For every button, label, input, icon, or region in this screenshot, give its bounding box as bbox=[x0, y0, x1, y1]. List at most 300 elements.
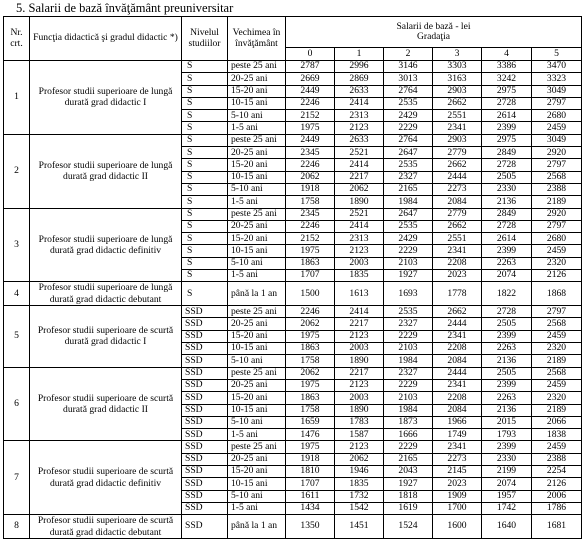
salary-gradation-2: 2165 bbox=[384, 183, 433, 195]
salary-gradation-0: 1975 bbox=[286, 245, 335, 257]
salary-gradation-0: 1975 bbox=[286, 122, 335, 134]
salary-gradation-0: 1863 bbox=[286, 392, 335, 404]
salary-gradation-0: 2062 bbox=[286, 171, 335, 183]
salary-gradation-4: 2399 bbox=[482, 330, 532, 342]
salary-gradation-5: 2797 bbox=[532, 159, 582, 171]
salary-gradation-2: 2764 bbox=[384, 134, 433, 146]
salary-gradation-2: 2429 bbox=[384, 233, 433, 245]
salary-gradation-5: 2459 bbox=[532, 330, 582, 342]
header-salary-title: Salarii de bază - lei bbox=[396, 20, 471, 32]
salary-gradation-5: 1868 bbox=[532, 282, 582, 306]
study-level: S bbox=[182, 208, 228, 220]
salary-gradation-5: 2920 bbox=[532, 147, 582, 159]
salary-gradation-0: 2345 bbox=[286, 147, 335, 159]
salary-gradation-5: 2797 bbox=[532, 306, 582, 318]
salary-gradation-5: 2459 bbox=[532, 441, 582, 453]
salary-gradation-0: 1476 bbox=[286, 429, 335, 441]
salary-gradation-3: 2084 bbox=[433, 196, 482, 208]
table-row bbox=[4, 208, 582, 220]
salary-gradation-4: 1793 bbox=[482, 429, 532, 441]
salary-gradation-4: 2614 bbox=[482, 110, 532, 122]
salary-gradation-3: 2779 bbox=[433, 147, 482, 159]
salary-gradation-1: 1587 bbox=[335, 429, 384, 441]
salary-gradation-4: 1742 bbox=[482, 502, 532, 514]
salary-gradation-5: 2388 bbox=[532, 183, 582, 195]
row-number: 7 bbox=[4, 441, 30, 515]
salary-gradation-2: 2429 bbox=[384, 110, 433, 122]
salary-gradation-0: 1918 bbox=[286, 453, 335, 465]
salary-gradation-1: 1835 bbox=[335, 478, 384, 490]
salary-gradation-4: 2728 bbox=[482, 159, 532, 171]
study-level: S bbox=[182, 73, 228, 85]
study-level: S bbox=[182, 147, 228, 159]
salary-gradation-1: 1451 bbox=[335, 515, 384, 539]
seniority: 20-25 ani bbox=[228, 379, 286, 391]
salary-gradation-4: 2136 bbox=[482, 355, 532, 367]
salary-gradation-2: 2647 bbox=[384, 208, 433, 220]
salary-gradation-1: 2062 bbox=[335, 453, 384, 465]
teacher-function: Profesor studii superioare de scurtă durată grad didactic I bbox=[30, 306, 182, 367]
salary-gradation-4: 2330 bbox=[482, 453, 532, 465]
salary-gradation-0: 2449 bbox=[286, 134, 335, 146]
salary-gradation-5: 2797 bbox=[532, 97, 582, 109]
seniority: 15-20 ani bbox=[228, 159, 286, 171]
salary-gradation-3: 2551 bbox=[433, 110, 482, 122]
seniority: 15-20 ani bbox=[228, 233, 286, 245]
study-level: S bbox=[182, 257, 228, 269]
study-level: SSD bbox=[182, 306, 228, 318]
salary-gradation-0: 2246 bbox=[286, 306, 335, 318]
salary-gradation-5: 2797 bbox=[532, 220, 582, 232]
salary-gradation-1: 2414 bbox=[335, 97, 384, 109]
salary-gradation-4: 2136 bbox=[482, 404, 532, 416]
salary-gradation-4: 2505 bbox=[482, 318, 532, 330]
salary-gradation-5: 2126 bbox=[532, 478, 582, 490]
salary-gradation-0: 1975 bbox=[286, 379, 335, 391]
salary-gradation-2: 1984 bbox=[384, 404, 433, 416]
salary-gradation-5: 1681 bbox=[532, 515, 582, 539]
study-level: SSD bbox=[182, 466, 228, 478]
salary-gradation-3: 2341 bbox=[433, 330, 482, 342]
header-function: Funcţia didactică şi gradul didactic *) bbox=[30, 17, 182, 61]
teacher-function: Profesor studii superioare de scurtă durată grad didactic II bbox=[30, 367, 182, 441]
teacher-function: Profesor studii superioare de lungă durată grad didactic debutant bbox=[30, 282, 182, 306]
salary-gradation-1: 1835 bbox=[335, 270, 384, 282]
salary-gradation-2: 2535 bbox=[384, 306, 433, 318]
table-header bbox=[4, 17, 582, 61]
row-number: 2 bbox=[4, 134, 30, 208]
study-level: S bbox=[182, 122, 228, 134]
salary-gradation-5: 2568 bbox=[532, 367, 582, 379]
salary-gradation-2: 2327 bbox=[384, 171, 433, 183]
seniority: 5-10 ani bbox=[228, 183, 286, 195]
seniority: 10-15 ani bbox=[228, 171, 286, 183]
table-row bbox=[4, 61, 582, 73]
salary-gradation-3: 2208 bbox=[433, 392, 482, 404]
salary-gradation-1: 2313 bbox=[335, 233, 384, 245]
salary-gradation-5: 2126 bbox=[532, 270, 582, 282]
salary-gradation-0: 1707 bbox=[286, 478, 335, 490]
table-row bbox=[4, 306, 582, 318]
row-number: 4 bbox=[4, 282, 30, 306]
salary-gradation-1: 2217 bbox=[335, 171, 384, 183]
teacher-function: Profesor studii superioare de scurtă durată grad didactic debutant bbox=[30, 515, 182, 539]
salary-gradation-3: 2341 bbox=[433, 122, 482, 134]
salary-gradation-4: 2728 bbox=[482, 97, 532, 109]
study-level: SSD bbox=[182, 318, 228, 330]
salary-gradation-4: 1957 bbox=[482, 490, 532, 502]
seniority: 5-10 ani bbox=[228, 490, 286, 502]
seniority: până la 1 an bbox=[228, 515, 286, 539]
salary-gradation-1: 2003 bbox=[335, 343, 384, 355]
salary-gradation-3: 2903 bbox=[433, 134, 482, 146]
salary-gradation-0: 1659 bbox=[286, 416, 335, 428]
salary-gradation-2: 2327 bbox=[384, 318, 433, 330]
salary-gradation-2: 1984 bbox=[384, 355, 433, 367]
seniority: 10-15 ani bbox=[228, 97, 286, 109]
salary-gradation-4: 1822 bbox=[482, 282, 532, 306]
salary-gradation-5: 3049 bbox=[532, 85, 582, 97]
salary-gradation-0: 2449 bbox=[286, 85, 335, 97]
header-seniority: Vechimea în învăţământ bbox=[228, 17, 286, 61]
seniority: 10-15 ani bbox=[228, 404, 286, 416]
salary-gradation-2: 1927 bbox=[384, 270, 433, 282]
salary-gradation-0: 2062 bbox=[286, 318, 335, 330]
seniority: până la 1 an bbox=[228, 282, 286, 306]
study-level: S bbox=[182, 159, 228, 171]
seniority: 5-10 ani bbox=[228, 416, 286, 428]
salary-gradation-5: 2320 bbox=[532, 392, 582, 404]
salary-gradation-2: 2764 bbox=[384, 85, 433, 97]
study-level: SSD bbox=[182, 478, 228, 490]
study-level: SSD bbox=[182, 490, 228, 502]
salary-gradation-0: 2152 bbox=[286, 110, 335, 122]
salary-gradation-2: 2535 bbox=[384, 220, 433, 232]
table-body bbox=[4, 61, 582, 539]
salary-gradation-5: 2459 bbox=[532, 122, 582, 134]
seniority: 10-15 ani bbox=[228, 245, 286, 257]
salary-gradation-5: 3323 bbox=[532, 73, 582, 85]
seniority: peste 25 ani bbox=[228, 208, 286, 220]
salary-gradation-4: 2399 bbox=[482, 441, 532, 453]
salary-gradation-5: 2320 bbox=[532, 343, 582, 355]
seniority: peste 25 ani bbox=[228, 61, 286, 73]
salary-gradation-4: 2849 bbox=[482, 147, 532, 159]
header-gradation-3: 3 bbox=[433, 48, 482, 61]
salary-gradation-4: 2199 bbox=[482, 466, 532, 478]
salary-gradation-1: 2123 bbox=[335, 245, 384, 257]
salary-gradation-0: 1975 bbox=[286, 330, 335, 342]
salary-gradation-1: 2217 bbox=[335, 318, 384, 330]
salary-gradation-1: 1946 bbox=[335, 466, 384, 478]
salary-gradation-3: 1700 bbox=[433, 502, 482, 514]
study-level: S bbox=[182, 85, 228, 97]
table-row bbox=[4, 515, 582, 539]
salary-gradation-5: 2254 bbox=[532, 466, 582, 478]
salary-gradation-2: 2229 bbox=[384, 330, 433, 342]
study-level: SSD bbox=[182, 330, 228, 342]
salary-gradation-4: 2015 bbox=[482, 416, 532, 428]
seniority: 10-15 ani bbox=[228, 343, 286, 355]
salary-gradation-3: 2444 bbox=[433, 367, 482, 379]
seniority: 1-5 ani bbox=[228, 196, 286, 208]
salary-gradation-0: 1350 bbox=[286, 515, 335, 539]
salary-gradation-5: 2388 bbox=[532, 453, 582, 465]
salary-gradation-5: 3049 bbox=[532, 134, 582, 146]
salary-gradation-4: 2399 bbox=[482, 245, 532, 257]
salary-gradation-5: 3470 bbox=[532, 61, 582, 73]
salary-gradation-3: 2145 bbox=[433, 466, 482, 478]
salary-gradation-0: 2152 bbox=[286, 233, 335, 245]
salary-gradation-5: 1838 bbox=[532, 429, 582, 441]
salary-gradation-2: 1524 bbox=[384, 515, 433, 539]
salary-gradation-3: 1966 bbox=[433, 416, 482, 428]
seniority: 20-25 ani bbox=[228, 73, 286, 85]
salary-gradation-4: 2975 bbox=[482, 134, 532, 146]
salary-gradation-5: 2006 bbox=[532, 490, 582, 502]
salary-gradation-2: 1666 bbox=[384, 429, 433, 441]
salary-gradation-3: 2662 bbox=[433, 159, 482, 171]
salary-gradation-3: 3303 bbox=[433, 61, 482, 73]
salary-gradation-1: 1890 bbox=[335, 404, 384, 416]
study-level: SSD bbox=[182, 429, 228, 441]
salary-gradation-2: 2043 bbox=[384, 466, 433, 478]
table-row bbox=[4, 441, 582, 453]
salary-gradation-4: 2263 bbox=[482, 343, 532, 355]
salary-gradation-2: 2535 bbox=[384, 159, 433, 171]
header-gradation-label: Gradaţia bbox=[416, 31, 451, 42]
row-number: 5 bbox=[4, 306, 30, 367]
salary-gradation-4: 2849 bbox=[482, 208, 532, 220]
salary-gradation-2: 2647 bbox=[384, 147, 433, 159]
salary-gradation-1: 2633 bbox=[335, 85, 384, 97]
salary-gradation-1: 2123 bbox=[335, 441, 384, 453]
salary-gradation-0: 2246 bbox=[286, 220, 335, 232]
header-gradation-4: 4 bbox=[482, 48, 532, 61]
salary-gradation-3: 1600 bbox=[433, 515, 482, 539]
salary-gradation-4: 2728 bbox=[482, 306, 532, 318]
seniority: 15-20 ani bbox=[228, 392, 286, 404]
salary-gradation-0: 2345 bbox=[286, 208, 335, 220]
salary-gradation-4: 2505 bbox=[482, 171, 532, 183]
salary-gradation-0: 1707 bbox=[286, 270, 335, 282]
salary-gradation-4: 2136 bbox=[482, 196, 532, 208]
study-level: S bbox=[182, 196, 228, 208]
salary-gradation-0: 1810 bbox=[286, 466, 335, 478]
salary-gradation-3: 2084 bbox=[433, 404, 482, 416]
salary-gradation-5: 2680 bbox=[532, 110, 582, 122]
header-gradation-5: 5 bbox=[532, 48, 582, 61]
salary-gradation-1: 2521 bbox=[335, 208, 384, 220]
salary-gradation-1: 2869 bbox=[335, 73, 384, 85]
study-level: S bbox=[182, 183, 228, 195]
row-number: 8 bbox=[4, 515, 30, 539]
seniority: peste 25 ani bbox=[228, 441, 286, 453]
seniority: 1-5 ani bbox=[228, 122, 286, 134]
salary-gradation-4: 2263 bbox=[482, 392, 532, 404]
teacher-function: Profesor studii superioare de lungă durată grad didactic II bbox=[30, 134, 182, 208]
salary-gradation-4: 3242 bbox=[482, 73, 532, 85]
salary-gradation-2: 1873 bbox=[384, 416, 433, 428]
salary-gradation-3: 3163 bbox=[433, 73, 482, 85]
study-level: SSD bbox=[182, 515, 228, 539]
study-level: SSD bbox=[182, 441, 228, 453]
seniority: peste 25 ani bbox=[228, 306, 286, 318]
seniority: 15-20 ani bbox=[228, 466, 286, 478]
salary-gradation-4: 2330 bbox=[482, 183, 532, 195]
salary-gradation-4: 1640 bbox=[482, 515, 532, 539]
salary-gradation-0: 1434 bbox=[286, 502, 335, 514]
salary-gradation-1: 2217 bbox=[335, 367, 384, 379]
salary-gradation-3: 2903 bbox=[433, 85, 482, 97]
row-number: 3 bbox=[4, 208, 30, 282]
study-level: S bbox=[182, 282, 228, 306]
header-level: Nivelul studiilor bbox=[182, 17, 228, 61]
seniority: 15-20 ani bbox=[228, 85, 286, 97]
study-level: SSD bbox=[182, 453, 228, 465]
salary-gradation-5: 2459 bbox=[532, 379, 582, 391]
study-level: S bbox=[182, 270, 228, 282]
header-gradation-1: 1 bbox=[335, 48, 384, 61]
salary-gradation-1: 2521 bbox=[335, 147, 384, 159]
salary-gradation-3: 2662 bbox=[433, 306, 482, 318]
salary-gradation-1: 2123 bbox=[335, 122, 384, 134]
salary-gradation-3: 1778 bbox=[433, 282, 482, 306]
salary-gradation-3: 2341 bbox=[433, 441, 482, 453]
header-gradation-0: 0 bbox=[286, 48, 335, 61]
salary-gradation-0: 2787 bbox=[286, 61, 335, 73]
study-level: SSD bbox=[182, 404, 228, 416]
salary-gradation-0: 1918 bbox=[286, 183, 335, 195]
salary-gradation-0: 2062 bbox=[286, 367, 335, 379]
salary-gradation-1: 1542 bbox=[335, 502, 384, 514]
seniority: 20-25 ani bbox=[228, 147, 286, 159]
row-number: 6 bbox=[4, 367, 30, 441]
study-level: SSD bbox=[182, 343, 228, 355]
salary-gradation-3: 2273 bbox=[433, 453, 482, 465]
salary-gradation-5: 2189 bbox=[532, 196, 582, 208]
salary-gradation-1: 1732 bbox=[335, 490, 384, 502]
study-level: S bbox=[182, 171, 228, 183]
salary-gradation-5: 2189 bbox=[532, 404, 582, 416]
salary-gradation-0: 1758 bbox=[286, 355, 335, 367]
salary-gradation-0: 1758 bbox=[286, 404, 335, 416]
salary-gradation-2: 2535 bbox=[384, 97, 433, 109]
salary-gradation-2: 2229 bbox=[384, 122, 433, 134]
salary-gradation-3: 2779 bbox=[433, 208, 482, 220]
salary-gradation-3: 2341 bbox=[433, 379, 482, 391]
salary-gradation-2: 1693 bbox=[384, 282, 433, 306]
study-level: SSD bbox=[182, 379, 228, 391]
study-level: SSD bbox=[182, 367, 228, 379]
seniority: 5-10 ani bbox=[228, 257, 286, 269]
salary-gradation-1: 2003 bbox=[335, 392, 384, 404]
salary-gradation-5: 2568 bbox=[532, 171, 582, 183]
salary-gradation-5: 2189 bbox=[532, 355, 582, 367]
salary-gradation-4: 2263 bbox=[482, 257, 532, 269]
salary-gradation-3: 2341 bbox=[433, 245, 482, 257]
salary-gradation-1: 2414 bbox=[335, 159, 384, 171]
salary-gradation-0: 2246 bbox=[286, 97, 335, 109]
salary-gradation-1: 2996 bbox=[335, 61, 384, 73]
salary-gradation-1: 2123 bbox=[335, 330, 384, 342]
study-level: S bbox=[182, 220, 228, 232]
table-row bbox=[4, 134, 582, 146]
salary-gradation-2: 1927 bbox=[384, 478, 433, 490]
salary-gradation-3: 2084 bbox=[433, 355, 482, 367]
salary-gradation-5: 2066 bbox=[532, 416, 582, 428]
salary-gradation-0: 2669 bbox=[286, 73, 335, 85]
seniority: 15-20 ani bbox=[228, 330, 286, 342]
salary-gradation-5: 2568 bbox=[532, 318, 582, 330]
seniority: 1-5 ani bbox=[228, 502, 286, 514]
study-level: S bbox=[182, 61, 228, 73]
seniority: 20-25 ani bbox=[228, 453, 286, 465]
salary-gradation-2: 3146 bbox=[384, 61, 433, 73]
salary-gradation-4: 3386 bbox=[482, 61, 532, 73]
salary-gradation-1: 2414 bbox=[335, 306, 384, 318]
salary-gradation-5: 2459 bbox=[532, 245, 582, 257]
salary-gradation-4: 2399 bbox=[482, 379, 532, 391]
salary-gradation-0: 1758 bbox=[286, 196, 335, 208]
salary-gradation-1: 1613 bbox=[335, 282, 384, 306]
teacher-function: Profesor studii superioare de lungă durată grad didactic definitiv bbox=[30, 208, 182, 282]
salary-gradation-2: 2165 bbox=[384, 453, 433, 465]
salary-gradation-1: 1783 bbox=[335, 416, 384, 428]
table-row bbox=[4, 282, 582, 306]
study-level: S bbox=[182, 233, 228, 245]
salary-gradation-5: 1786 bbox=[532, 502, 582, 514]
seniority: 20-25 ani bbox=[228, 318, 286, 330]
table-row bbox=[4, 367, 582, 379]
seniority: 1-5 ani bbox=[228, 429, 286, 441]
salary-gradation-1: 1890 bbox=[335, 355, 384, 367]
seniority: 10-15 ani bbox=[228, 478, 286, 490]
salary-gradation-3: 2662 bbox=[433, 220, 482, 232]
salary-gradation-1: 2003 bbox=[335, 257, 384, 269]
salary-gradation-5: 2320 bbox=[532, 257, 582, 269]
salary-gradation-2: 1619 bbox=[384, 502, 433, 514]
study-level: S bbox=[182, 245, 228, 257]
study-level: SSD bbox=[182, 392, 228, 404]
salary-gradation-0: 1975 bbox=[286, 441, 335, 453]
salary-gradation-1: 2062 bbox=[335, 183, 384, 195]
salary-gradation-3: 2662 bbox=[433, 97, 482, 109]
salary-gradation-1: 2313 bbox=[335, 110, 384, 122]
study-level: S bbox=[182, 97, 228, 109]
salary-gradation-4: 2614 bbox=[482, 233, 532, 245]
study-level: S bbox=[182, 134, 228, 146]
salary-gradation-4: 2399 bbox=[482, 122, 532, 134]
study-level: S bbox=[182, 110, 228, 122]
header-gradation-2: 2 bbox=[384, 48, 433, 61]
salary-gradation-3: 2444 bbox=[433, 171, 482, 183]
salary-gradation-4: 2074 bbox=[482, 270, 532, 282]
teacher-function: Profesor studii superioare de scurtă durată grad didactic definitiv bbox=[30, 441, 182, 515]
salary-gradation-0: 1863 bbox=[286, 343, 335, 355]
salary-gradation-3: 2551 bbox=[433, 233, 482, 245]
salary-gradation-1: 2633 bbox=[335, 134, 384, 146]
salary-gradation-3: 2208 bbox=[433, 343, 482, 355]
salary-gradation-2: 2229 bbox=[384, 441, 433, 453]
salary-gradation-2: 2103 bbox=[384, 343, 433, 355]
salary-gradation-2: 2103 bbox=[384, 257, 433, 269]
salary-gradation-4: 2975 bbox=[482, 85, 532, 97]
teacher-function: Profesor studii superioare de lungă durată grad didactic I bbox=[30, 61, 182, 135]
salary-gradation-4: 2505 bbox=[482, 367, 532, 379]
salary-gradation-2: 1818 bbox=[384, 490, 433, 502]
document-title: 5. Salarii de bază învăţământ preuniversitar bbox=[16, 1, 234, 15]
